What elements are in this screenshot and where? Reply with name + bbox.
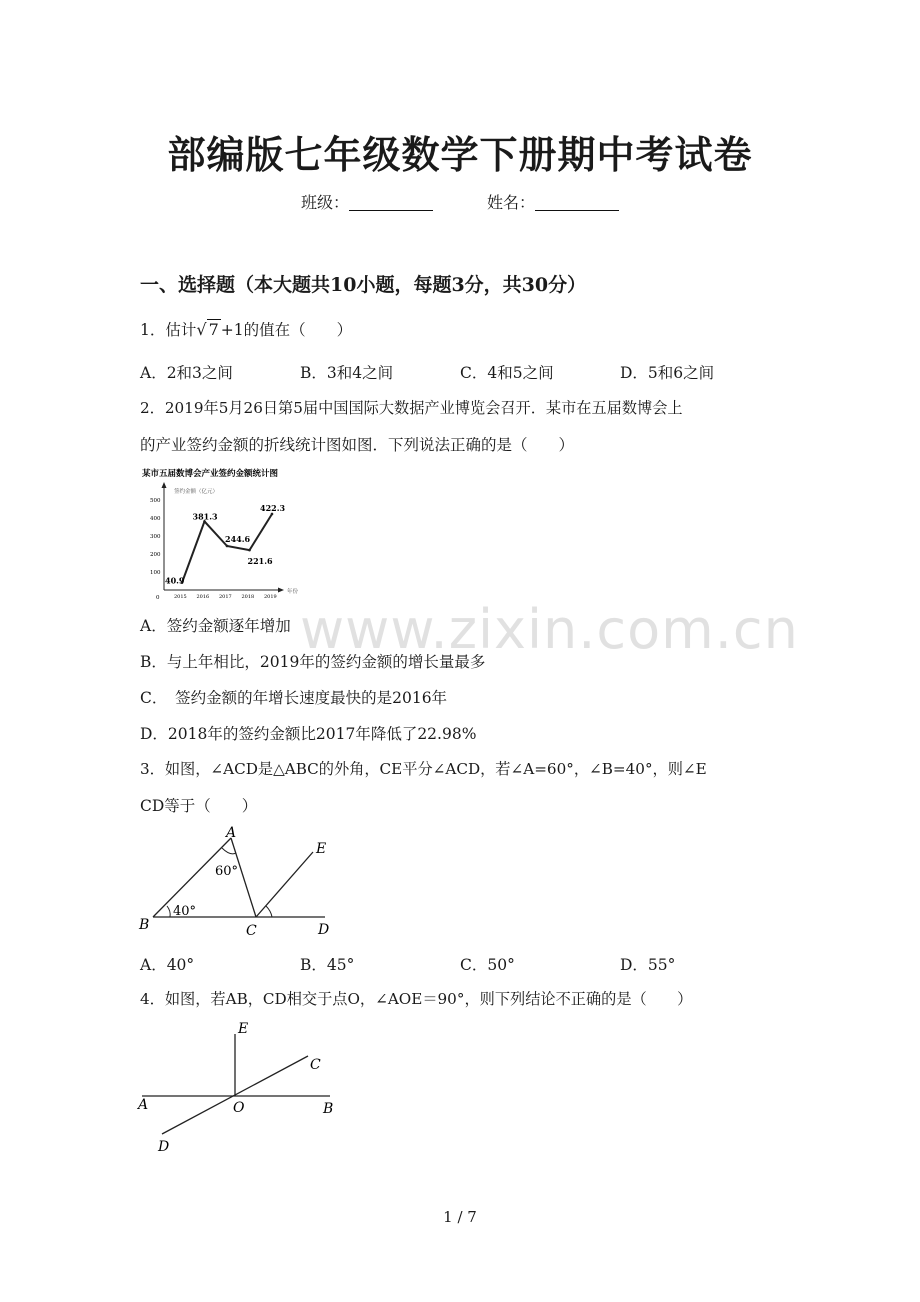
y-axis-label: 签约金额（亿元） <box>174 489 219 495</box>
data-label: 381.3 <box>192 511 218 522</box>
y-tick-label: 0 <box>156 595 160 601</box>
x-axis-arrow <box>278 588 284 593</box>
q2-option-c[interactable]: C． 签约金额的年增长速度最快的是2016年 <box>140 689 448 707</box>
label-a: A <box>226 825 237 841</box>
q1-suffix: +1的值在（ ） <box>220 321 353 339</box>
data-label: 40.9 <box>165 575 185 586</box>
y-axis-arrow <box>162 482 167 488</box>
student-info <box>0 190 920 213</box>
q2-stem-line1: 2．2019年5月26日第5届中国国际大数据产业博览会召开．某市在五届数博会上 <box>140 399 683 417</box>
x-tick-label: 2018 <box>241 594 255 600</box>
q2-option-a[interactable]: A．签约金额逐年增加 <box>140 617 291 635</box>
section-heading: 一、选择题（本大题共10小题，每题3分，共30分） <box>140 274 587 296</box>
label-a: A <box>138 1097 149 1113</box>
q1-option-a[interactable]: A．2和3之间 <box>140 364 233 382</box>
label-d: D <box>318 922 330 938</box>
y-tick-label: 500 <box>150 498 161 504</box>
q1-options <box>140 361 780 381</box>
q1-option-d[interactable]: D．5和6之间 <box>620 364 715 382</box>
data-point <box>271 513 274 516</box>
class-blank[interactable] <box>349 194 433 211</box>
y-tick-labels <box>150 498 161 601</box>
label-b: B <box>139 917 150 933</box>
label-e: E <box>238 1021 249 1037</box>
page-title: 部编版七年级数学下册期中考试卷 <box>167 132 753 177</box>
ray-ce <box>256 852 313 917</box>
y-tick-label: 300 <box>150 534 161 540</box>
data-point <box>226 545 229 548</box>
y-tick-label: 100 <box>150 570 161 576</box>
watermark: www.zixin.com.cn <box>300 598 799 661</box>
data-point <box>248 549 251 552</box>
y-tick-label: 400 <box>150 516 161 522</box>
q1-option-c[interactable]: C．4和5之间 <box>460 364 554 382</box>
label-c: C <box>310 1057 321 1073</box>
page-number: 1 / 7 <box>443 1208 477 1226</box>
label-d: D <box>158 1139 170 1155</box>
label-c: C <box>246 923 257 939</box>
q3-option-a[interactable]: A．40° <box>140 956 195 974</box>
x-tick-label: 2015 <box>174 594 187 600</box>
q4-stem: 4．如图，若AB，CD相交于点O，∠AOE＝90°，则下列结论不正确的是（ ） <box>140 990 693 1008</box>
angle-ecd-arc <box>266 906 272 917</box>
q2-option-b[interactable]: B．与上年相比，2019年的签约金额的增长量最多 <box>140 653 486 671</box>
q1-stem <box>140 318 352 340</box>
data-label: 221.6 <box>247 556 273 567</box>
data-label: 422.3 <box>260 502 286 513</box>
angle-a-value: 60° <box>215 864 239 879</box>
y-tick-label: 200 <box>150 552 161 558</box>
label-e: E <box>316 841 327 857</box>
class-label: 班级： <box>300 193 349 212</box>
q3-option-c[interactable]: C．50° <box>460 956 515 974</box>
angle-b-value: 40° <box>173 904 197 919</box>
x-tick-label: 2019 <box>264 594 277 600</box>
name-blank[interactable] <box>535 194 619 211</box>
q1-option-b[interactable]: B．3和4之间 <box>300 364 394 382</box>
q2-line-chart <box>140 466 320 601</box>
sqrt-symbol: √ 7 <box>196 320 219 339</box>
q3-stem-line2: CD等于（ ） <box>140 797 258 815</box>
name-label: 姓名： <box>487 193 536 212</box>
label-o: O <box>233 1100 245 1116</box>
x-axis-label: 年份 <box>287 589 299 595</box>
q2-option-d[interactable]: D．2018年的签约金额比2017年降低了22.98% <box>140 725 477 743</box>
x-tick-label: 2016 <box>196 594 210 600</box>
angle-b-arc <box>167 906 170 917</box>
q2-stem-line2: 的产业签约金额的折线统计图如图．下列说法正确的是（ ） <box>140 436 575 454</box>
q3-triangle-figure <box>130 822 350 942</box>
x-tick-labels <box>174 594 277 600</box>
series-line <box>182 514 272 583</box>
x-tick-label: 2017 <box>219 594 232 600</box>
q1-radicand: 7 <box>208 320 219 339</box>
q3-option-b[interactable]: B．45° <box>300 956 355 974</box>
data-label: 244.6 <box>225 533 251 544</box>
chart-title: 某市五届数博会产业签约金额统计图 <box>142 469 279 479</box>
q3-option-d[interactable]: D．55° <box>620 956 676 974</box>
q3-options <box>140 953 780 973</box>
q4-intersecting-lines-figure <box>130 1016 350 1161</box>
label-b: B <box>323 1101 334 1117</box>
q3-stem-line1: 3．如图，∠ACD是△ABC的外角，CE平分∠ACD，若∠A=60°，∠B=40°，则∠E <box>140 760 707 778</box>
q1-prefix: 1．估计 <box>140 321 197 339</box>
